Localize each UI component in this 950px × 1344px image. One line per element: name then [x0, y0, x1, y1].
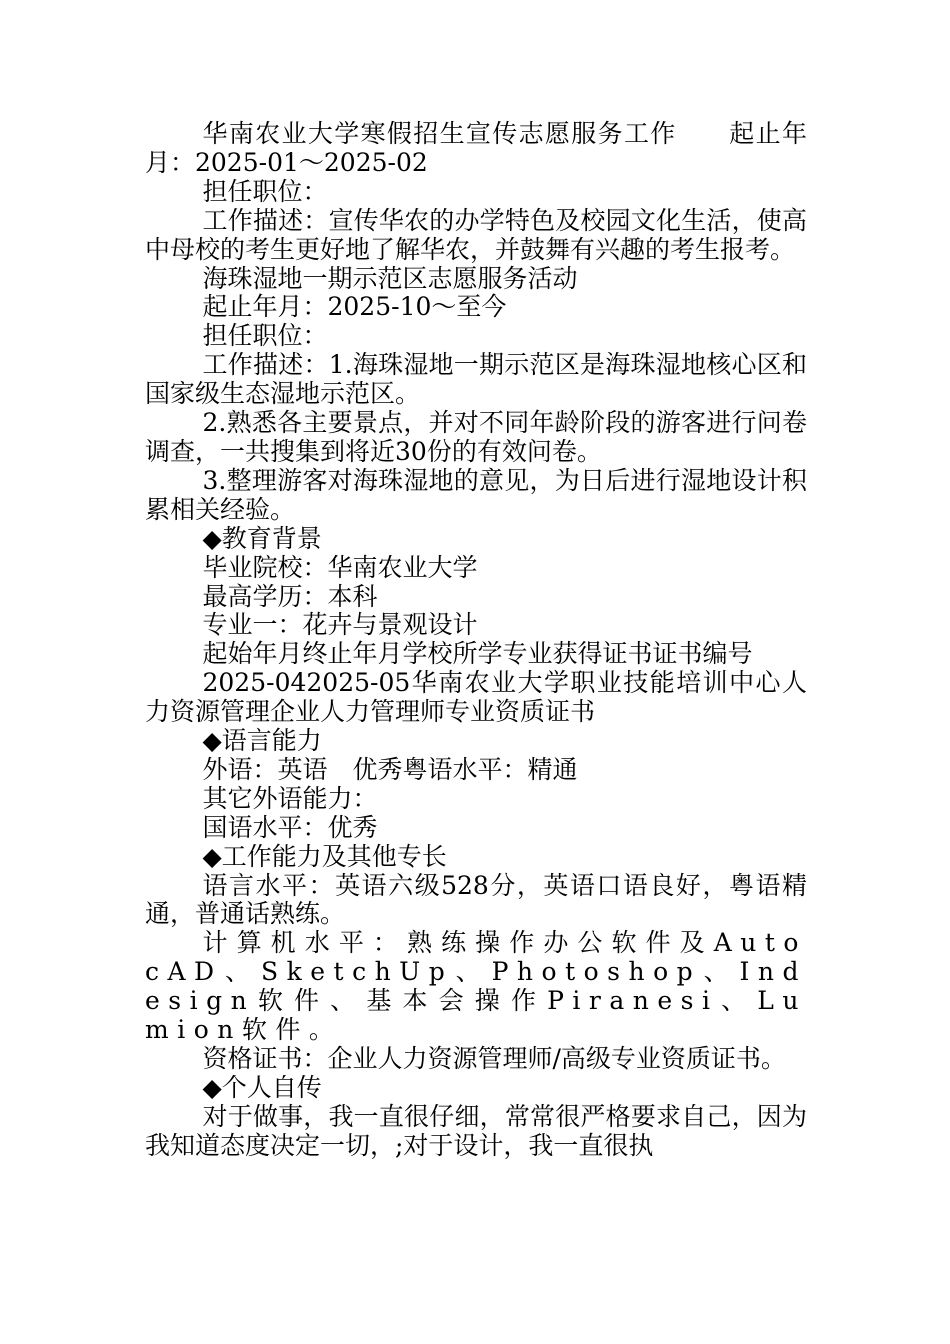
section-heading-education: ◆教育背景	[202, 523, 322, 553]
highest-degree: 最高学历：本科	[202, 581, 378, 611]
work-description: 工作描述：宣传华农的办学特色及校园文化生活，使高中母校的考生更好地了解华农，并鼓舞有兴趣的考生报考。	[145, 205, 807, 264]
date-range-line: 起止年月：2025-10～至今	[202, 292, 507, 322]
language-level: 语言水平：英语六级528分，英语口语良好，粤语精通，普通话熟练。	[145, 870, 807, 929]
mandarin-level: 国语水平：优秀	[202, 812, 378, 842]
certificate-table-header: 起始年月终止年月学校所学专业获得证书证书编号	[202, 639, 753, 669]
major: 专业一：花卉与景观设计	[202, 610, 478, 640]
document-body	[145, 120, 807, 1161]
work-description-item: 2.熟悉各主要景点，并对不同年龄阶段的游客进行问卷调查，一共搜集到将近30份的有效问卷。	[145, 408, 807, 466]
graduate-school: 毕业院校：华南农业大学	[202, 552, 478, 582]
section-heading-skills: ◆工作能力及其他专长	[202, 841, 447, 871]
volunteer-work-title: 华南农业大学寒假招生宣传志愿服务工作 起止年月：2025-01～2025-02	[145, 119, 807, 177]
work-description: 工作描述：1.海珠湿地一期示范区是海珠湿地核心区和国家级生态湿地示范区。	[145, 350, 807, 409]
foreign-language: 外语：英语 优秀粤语水平：精通	[202, 754, 578, 784]
section-heading-language: ◆语言能力	[202, 726, 322, 756]
qualification-certificate: 资格证书：企业人力资源管理师/高级专业资质证书。	[202, 1044, 786, 1073]
wetland-activity-title: 海珠湿地一期示范区志愿服务活动	[202, 263, 578, 293]
position-line: 担任职位：	[202, 176, 328, 206]
work-description-item: 3.整理游客对海珠湿地的意见，为日后进行湿地设计积累相关经验。	[145, 465, 807, 524]
position-line: 担任职位：	[202, 321, 328, 351]
computer-skills: 计算机水平：熟练操作办公软件及AutocAD、SketchUp、Photoshop、Indesign软件、基本会操作Piranesi、Lumion软件。	[145, 928, 807, 1045]
autobiography-text: 对于做事，我一直很仔细，常常很严格要求自己，因为我知道态度决定一切，;对于设计，我一直很执	[145, 1101, 807, 1160]
certificate-record: 2025-042025-05华南农业大学职业技能培训中心人力资源管理企业人力管理师专业资质证书	[145, 668, 807, 727]
section-heading-autobiography: ◆个人自传	[202, 1072, 322, 1102]
other-languages: 其它外语能力：	[202, 783, 378, 813]
